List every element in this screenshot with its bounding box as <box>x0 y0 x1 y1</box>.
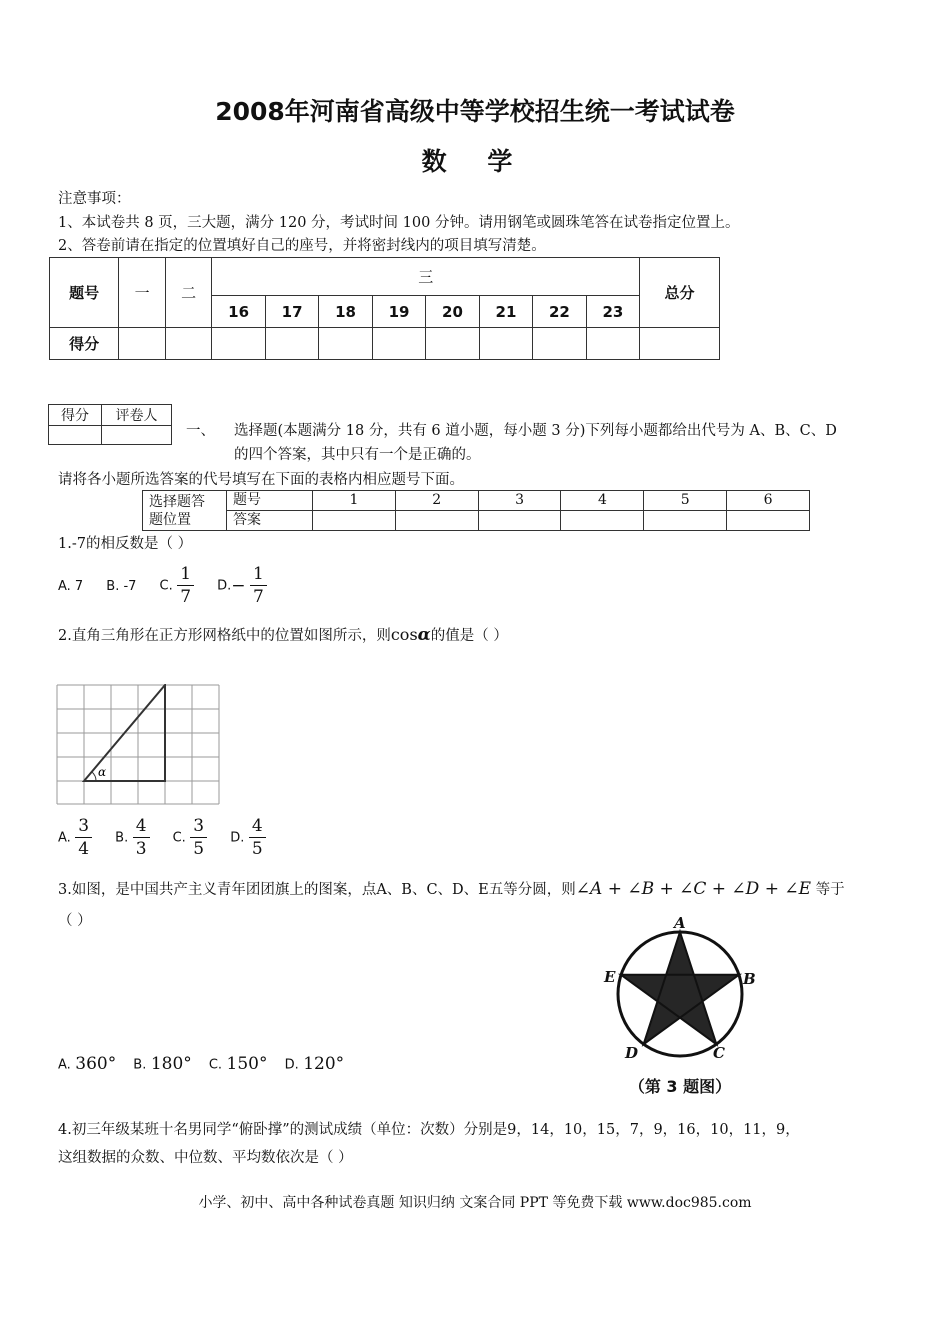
q3-text-after: 等于 <box>815 882 845 898</box>
score-q17: 17 <box>265 296 318 328</box>
q2-text-before: 2.直角三角形在正方形网格纸中的位置如图所示，则 <box>58 628 391 644</box>
answer-number: 6 <box>727 491 810 511</box>
score-part-1: 一 <box>119 258 166 328</box>
q2-b-den: 3 <box>135 839 147 859</box>
answer-cell[interactable] <box>395 511 478 531</box>
q2-option-b-frac <box>133 818 150 858</box>
q3-option-c-label: C. <box>208 1057 223 1072</box>
score-cell[interactable] <box>479 328 532 360</box>
q3-option-d-label: D. <box>284 1057 299 1072</box>
q3-label-b: B <box>743 970 756 988</box>
q1-option-d <box>217 566 267 606</box>
score-cell[interactable] <box>533 328 586 360</box>
q2-option-a <box>58 818 92 858</box>
q2-option-c <box>173 818 208 858</box>
score-part-2: 二 <box>165 258 212 328</box>
score-col-label: 题号 <box>50 258 119 328</box>
q2-option-c-frac <box>190 818 207 858</box>
q2-option-a-label: A. <box>58 830 71 846</box>
q2-option-d-frac <box>249 818 266 858</box>
q3-option-a-value: 360° <box>75 1053 117 1074</box>
q3-option-b-value: 180° <box>150 1053 192 1074</box>
q3-paren: （ ） <box>58 913 92 929</box>
q2-d-den: 5 <box>251 839 263 859</box>
q1-option-a: A. 7 <box>58 578 84 594</box>
q2-a-num: 3 <box>75 818 92 838</box>
q2-alpha: α <box>417 625 431 645</box>
q1-c-num: 1 <box>177 566 194 586</box>
q1-option-c-frac <box>177 566 194 606</box>
q1-d-den: 7 <box>253 587 264 607</box>
answer-row-answer-label: 答案 <box>227 511 313 531</box>
q3-option-b-label: B. <box>133 1057 147 1072</box>
q3-text <box>58 878 845 899</box>
score-q23: 23 <box>586 296 639 328</box>
score-cell[interactable] <box>265 328 318 360</box>
grader-score-cell[interactable] <box>49 426 102 445</box>
q4-line2: 这组数据的众数、中位数、平均数依次是（ ） <box>58 1150 353 1166</box>
score-q20: 20 <box>426 296 479 328</box>
answer-cell[interactable] <box>727 511 810 531</box>
q3-option-a-label: A. <box>58 1057 71 1072</box>
q2-c-num: 3 <box>190 818 207 838</box>
score-cell[interactable] <box>165 328 212 360</box>
score-cell[interactable] <box>586 328 639 360</box>
score-cell[interactable] <box>372 328 425 360</box>
score-q22: 22 <box>533 296 586 328</box>
q3-label-d: D <box>625 1044 639 1062</box>
q1-option-c-label: C. <box>159 578 173 594</box>
q1-c-den: 7 <box>180 587 192 607</box>
score-table <box>49 257 720 360</box>
q2-cos: cos <box>390 625 418 644</box>
score-cell[interactable] <box>212 328 265 360</box>
score-q19: 19 <box>372 296 425 328</box>
score-q18: 18 <box>319 296 372 328</box>
answer-table <box>142 490 810 531</box>
grader-name-label: 评卷人 <box>102 405 172 426</box>
q2-option-d <box>230 818 265 858</box>
answer-label-line1: 选择题答 <box>149 493 205 510</box>
notice-item-2: 2、答卷前请在指定的位置填好自己的座号，并将密封线内的项目填写清楚。 <box>58 238 546 254</box>
q2-option-a-frac <box>75 818 92 858</box>
section-desc-line2: 的四个答案，其中只有一个是正确的。 <box>234 447 481 463</box>
q3-star-figure <box>596 914 766 1104</box>
score-cell[interactable] <box>319 328 372 360</box>
score-row-label: 得分 <box>50 328 119 360</box>
subject-title: 数 学 <box>421 147 529 176</box>
q3-text-before: 3.如图，是中国共产主义青年团团旗上的图案，点A、B、C、D、E五等分圆，则 <box>58 882 576 898</box>
answer-cell[interactable] <box>478 511 561 531</box>
section-instruction: 请将各小题所选答案的代号填写在下面的表格内相应题号下面。 <box>58 472 464 488</box>
q2-option-b <box>115 818 149 858</box>
q2-option-d-label: D. <box>230 830 245 846</box>
q2-grid-figure <box>56 684 220 806</box>
q2-text <box>58 624 508 645</box>
q2-option-b-label: B. <box>115 830 129 846</box>
answer-number: 4 <box>561 491 644 511</box>
q3-option-c-value: 150° <box>226 1053 268 1074</box>
section-number: 一、 <box>186 423 215 439</box>
q2-d-num: 4 <box>249 818 266 838</box>
q2-figure-alpha: α <box>98 765 107 779</box>
answer-table-label <box>143 491 227 531</box>
q2-b-num: 4 <box>133 818 150 838</box>
q2-angle-arc <box>92 772 96 781</box>
q3-option-d <box>285 1054 345 1074</box>
score-cell[interactable] <box>426 328 479 360</box>
score-cell[interactable] <box>640 328 720 360</box>
grader-score-label: 得分 <box>49 405 102 426</box>
q3-option-a <box>58 1054 116 1074</box>
q1-option-b: B. -7 <box>106 578 137 594</box>
page-footer: 小学、初中、高中各种试卷真题 知识归纳 文案合同 PPT 等免费下载 www.doc985.com <box>198 1195 752 1211</box>
q2-c-den: 5 <box>193 839 205 859</box>
answer-number: 2 <box>395 491 478 511</box>
q2-options <box>58 818 284 858</box>
answer-number: 3 <box>478 491 561 511</box>
q1-d-sign: − <box>231 576 246 596</box>
q3-label-e: E <box>604 968 616 986</box>
q2-option-c-label: C. <box>172 830 186 846</box>
q3-option-b <box>133 1054 191 1074</box>
score-q16: 16 <box>212 296 265 328</box>
answer-label-line2: 题位置 <box>149 511 191 528</box>
answer-cell[interactable] <box>561 511 644 531</box>
answer-cell[interactable] <box>313 511 396 531</box>
q1-option-d-label: D. <box>217 578 232 594</box>
answer-cell[interactable] <box>644 511 727 531</box>
q1-options <box>58 566 285 606</box>
score-q21: 21 <box>479 296 532 328</box>
q3-figure-caption: （第 3 题图） <box>628 1077 732 1096</box>
q3-option-d-value: 120° <box>303 1053 345 1074</box>
q1-option-d-frac <box>250 566 267 606</box>
q3-label-a: A <box>674 914 686 932</box>
section-desc-line1: 选择题(本题满分 18 分，共有 6 道小题，每小题 3 分)下列每小题都给出代号为 A、B、C、D <box>234 423 837 439</box>
answer-row-number-label: 题号 <box>227 491 313 511</box>
q1-text: 1.-7的相反数是（ ） <box>58 536 193 552</box>
q3-expression: ∠A + ∠B + ∠C + ∠D + ∠E <box>575 879 812 899</box>
score-total: 总分 <box>640 258 720 328</box>
answer-number: 5 <box>644 491 727 511</box>
q2-text-after: 的值是（ ） <box>430 628 508 644</box>
q2-a-den: 4 <box>78 839 90 859</box>
notice-item-1: 1、本试卷共 8 页，三大题，满分 120 分，考试时间 100 分钟。请用钢笔或圆珠笔答在试卷指定位置上。 <box>58 215 740 231</box>
q4-line1: 4.初三年级某班十名男同学“俯卧撑”的测试成绩（单位：次数）分别是9，14，10，15，7，9，16，10，11，9， <box>58 1122 800 1138</box>
answer-number: 1 <box>313 491 396 511</box>
grader-name-cell[interactable] <box>102 426 172 445</box>
q2-grid-lines <box>57 685 219 804</box>
q3-option-c <box>209 1054 268 1074</box>
q3-options <box>58 1053 362 1074</box>
q3-label-c: C <box>713 1044 725 1062</box>
exam-title: 2008年河南省高级中等学校招生统一考试试卷 <box>215 97 735 126</box>
q1-d-num: 1 <box>250 566 267 586</box>
notice-heading: 注意事项： <box>58 191 131 207</box>
score-cell[interactable] <box>119 328 166 360</box>
score-part-3: 三 <box>212 258 640 296</box>
q1-option-c <box>160 566 195 606</box>
grader-box <box>48 404 172 445</box>
